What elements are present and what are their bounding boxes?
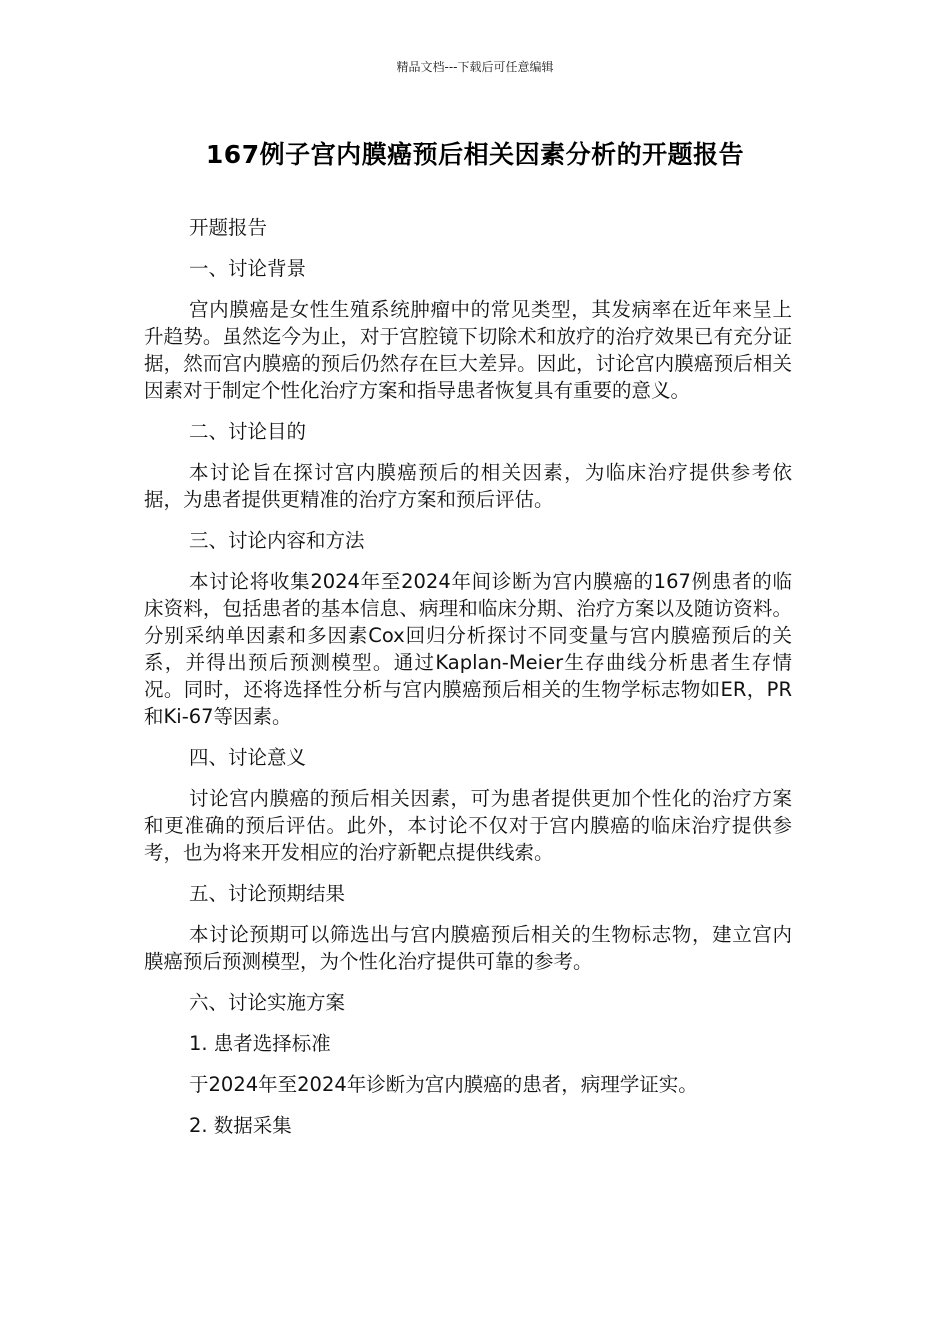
section-heading-report: 开题报告 [189, 216, 268, 239]
paragraph-significance: 讨论宫内膜癌的预后相关因素，可为患者提供更加个性化的治疗方案和更准确的预后评估。此外，本讨论不仅对于宫内膜癌的临床治疗提供参考，也为将来开发相应的治疗新靶点提供线索。 [144, 787, 792, 864]
subheading-data-collection: 2. 数据采集 [189, 1114, 292, 1137]
section-heading-background: 一、讨论背景 [189, 257, 307, 280]
section-heading-significance: 四、讨论意义 [189, 746, 307, 769]
paragraph-expected-results: 本讨论预期可以筛选出与宫内膜癌预后相关的生物标志物，建立宫内膜癌预后预测模型，为个性化治疗提供可靠的参考。 [144, 923, 792, 973]
paragraph-purpose: 本讨论旨在探讨宫内膜癌预后的相关因素，为临床治疗提供参考依据，为患者提供更精准的治疗方案和预后评估。 [144, 461, 792, 511]
header-note: 精品文档---下载后可任意编辑 [396, 60, 554, 74]
section-heading-expected-results: 五、讨论预期结果 [189, 882, 346, 905]
section-heading-implementation: 六、讨论实施方案 [189, 991, 346, 1014]
document-title: 167例子宫内膜癌预后相关因素分析的开题报告 [205, 140, 745, 169]
subheading-patient-selection: 1. 患者选择标准 [189, 1032, 331, 1055]
document-body [144, 214, 792, 1153]
paragraph-content-methods: 本讨论将收集2024年至2024年间诊断为宫内膜癌的167例患者的临床资料，包括患者的基本信息、病理和临床分期、治疗方案以及随访资料。分别采纳单因素和多因素Cox回归分析探讨不同变量与宫内膜癌预后的关系，并得出预后预测模型。通过Kaplan-Meier生存曲线分析患者生存情况。同时，还将选择性分析与宫内膜癌预后相关的生物学标志物如ER，PR和Ki-67等因素。 [144, 570, 792, 728]
section-heading-purpose: 二、讨论目的 [189, 420, 307, 443]
section-heading-content-methods: 三、讨论内容和方法 [189, 529, 365, 552]
paragraph-patient-selection: 于2024年至2024年诊断为宫内膜癌的患者，病理学证实。 [189, 1073, 698, 1096]
paragraph-background: 宫内膜癌是女性生殖系统肿瘤中的常见类型，其发病率在近年来呈上升趋势。虽然迄今为止，对于宫腔镜下切除术和放疗的治疗效果已有充分证据，然而宫内膜癌的预后仍然存在巨大差异。因此，讨论宫内膜癌预后相关因素对于制定个性化治疗方案和指导患者恢复具有重要的意义。 [144, 298, 792, 402]
